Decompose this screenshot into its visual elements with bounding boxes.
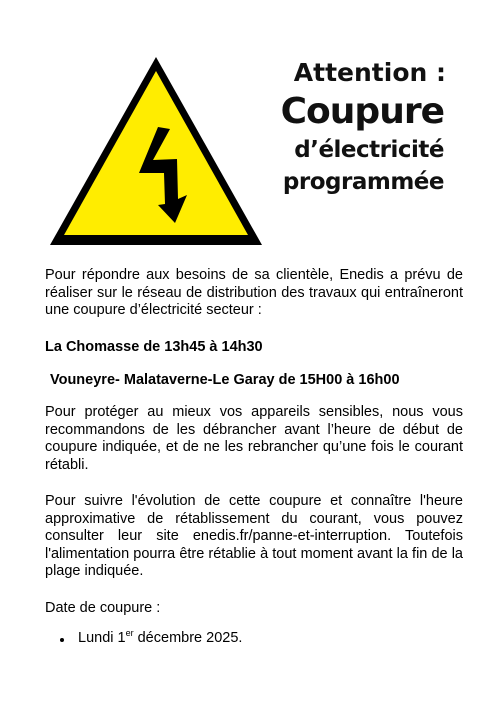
intro-paragraph: Pour répondre aux besoins de sa clientèle, Enedis a prévu de réaliser sur le réseau de distribution des travaux qui entraîneront une coupure d’électricité secteur : <box>45 267 463 318</box>
headline-programmee: programmée <box>282 169 444 195</box>
outage-slot-vouneyre: Vouneyre- Malataverne-Le Garay de 15H00 à 16h00 <box>50 372 400 388</box>
followup-paragraph: Pour suivre l'évolution de cette coupure et connaître l'heure approximative de rétablissement du courant, vous pouvez consulter leur site enedis.fr/panne-et-interruption. Toutefois l'alimentation pourra être rétablie à tout moment avant la fin de la plage indiquée. <box>45 493 463 579</box>
date-day: Lundi 1 <box>78 630 126 646</box>
date-ordinal: er <box>125 628 134 638</box>
bullet-icon <box>60 638 64 642</box>
list-item <box>56 630 242 646</box>
date-list <box>56 630 242 646</box>
headline-coupure: Coupure <box>280 91 444 132</box>
date-label: Date de coupure : <box>45 600 161 616</box>
advice-paragraph: Pour protéger au mieux vos appareils sensibles, nous vous recommandons de les débrancher avant l’heure de début de coupure indiquée, et de ne les rebrancher qu’une fois le courant rétabli. <box>45 404 463 473</box>
notice-headline <box>252 56 452 198</box>
high-voltage-warning-icon <box>50 57 262 245</box>
outage-slot-la-chomasse: La Chomasse de 13h45 à 14h30 <box>45 339 263 355</box>
headline-electricite: d’électricité <box>294 137 444 163</box>
date-rest: décembre 2025. <box>133 630 243 646</box>
headline-attention: Attention : <box>293 58 446 87</box>
